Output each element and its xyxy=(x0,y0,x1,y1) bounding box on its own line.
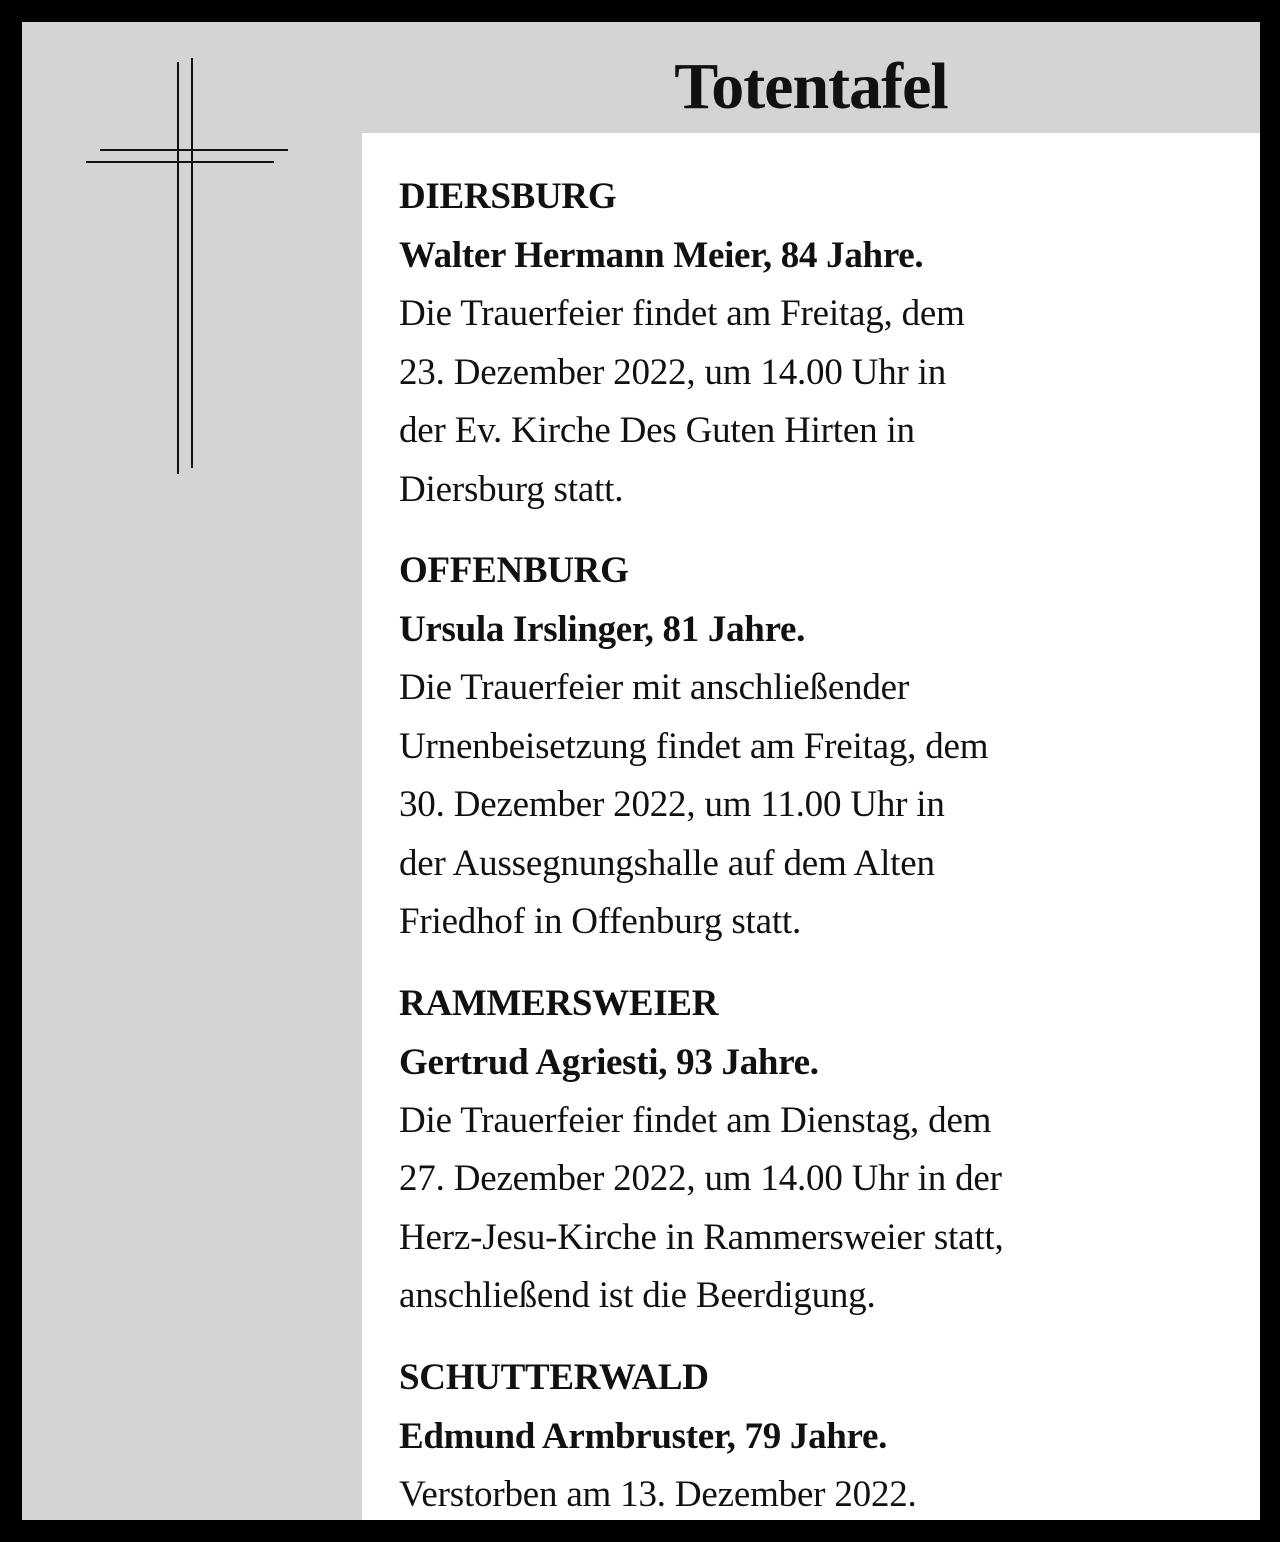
entry-name: Walter Hermann Meier, 84 Jahre. xyxy=(399,235,924,276)
entry-place: DIERSBURG xyxy=(399,176,617,217)
notice-title: Totentafel xyxy=(674,50,948,123)
entry-text: Die Trauerfeier mit anschließender Urnenbeisetzung findet am Freitag, dem 30. Dezember 2022, um 11.00 Uhr in der Aussegnungshalle auf dem Alten Friedhof in Offenburg statt. xyxy=(399,667,989,942)
entry-place: RAMMERSWEIER xyxy=(399,982,719,1024)
obituary-entry xyxy=(399,167,1230,519)
obituary-entry xyxy=(399,1348,1230,1525)
entry-place: OFFENBURG xyxy=(399,550,629,591)
entry-name: Gertrud Agriesti, 93 Jahre. xyxy=(399,1041,819,1083)
entry-text: Verstorben am 13. Dezember 2022. xyxy=(399,1473,917,1515)
cross-icon xyxy=(82,58,292,478)
entry-text: Die Trauerfeier findet am Freitag, dem 23. Dezember 2022, um 14.00 Uhr in der Ev. Kirche Des Guten Hirten in Diersburg statt. xyxy=(399,293,965,510)
entry-place: SCHUTTERWALD xyxy=(399,1356,709,1398)
obituary-entry xyxy=(399,541,1230,952)
entry-text: Die Trauerfeier findet am Dienstag, dem 27. Dezember 2022, um 14.00 Uhr in der Herz-Jesu-Kirche in Rammersweier statt, anschließend ist die Beerdigung. xyxy=(399,1099,1004,1316)
entry-name: Ursula Irslinger, 81 Jahre. xyxy=(399,609,806,650)
obituary-entry xyxy=(399,974,1230,1326)
entry-name: Edmund Armbruster, 79 Jahre. xyxy=(399,1415,888,1457)
entries-panel xyxy=(362,133,1260,1520)
obituary-notice xyxy=(22,22,1260,1520)
